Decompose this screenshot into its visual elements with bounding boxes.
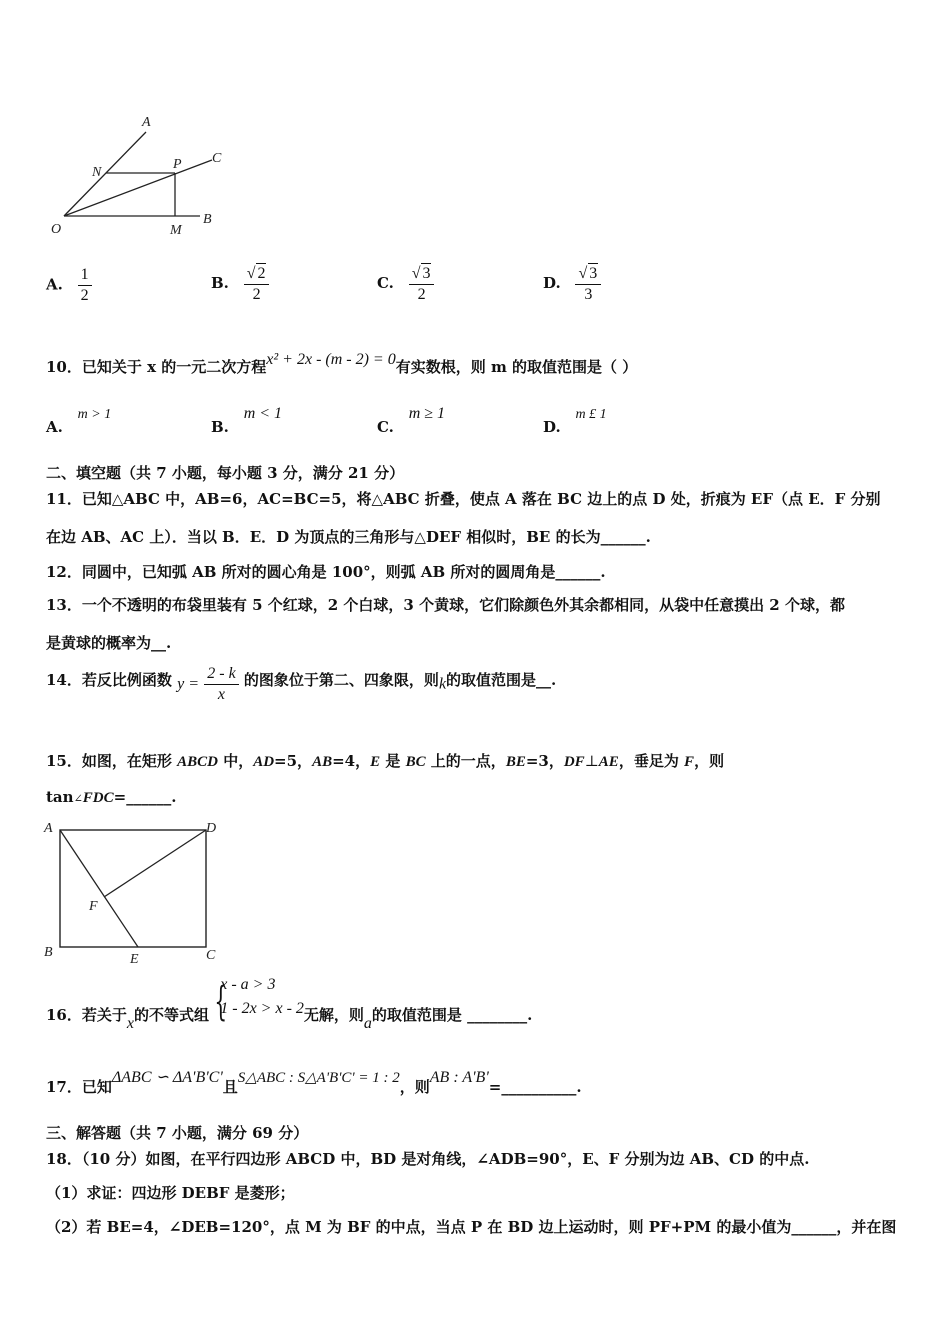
q10-stem: 10．已知关于 x 的一元二次方程x² + 2x - (m - 2) = 0有实数根，则 m 的取值范围是（ ） bbox=[46, 351, 638, 376]
label-c: C bbox=[206, 948, 216, 963]
label-b: B bbox=[44, 945, 53, 960]
option-letter: B. bbox=[211, 274, 229, 292]
label-a: A bbox=[44, 821, 53, 836]
q9-option-c[interactable] bbox=[377, 263, 434, 305]
label-m: M bbox=[170, 223, 182, 238]
section-3-heading: 三、解答题（共 7 小题，满分 69 分） bbox=[46, 1124, 309, 1142]
q16: 16．若关于x的不等式组 { x - a > 3 1 - 2x > x - 2 无解，则a的取值范围是 ________. bbox=[46, 976, 533, 1032]
fraction: $\frac{√ 3}{3}$ bbox=[575, 263, 601, 305]
q10-option-a[interactable]: A. m > 1 bbox=[46, 407, 112, 436]
q15-line2: tan∠FDC=______. bbox=[46, 788, 177, 806]
ray-oc bbox=[64, 160, 212, 216]
label-e: E bbox=[130, 952, 139, 967]
q17: 17．已知ΔABC ∽ ΔA'B'C'且S△ABC : S△A'B'C' = 1 : 2，则AB : A'B'=__________. bbox=[46, 1069, 582, 1096]
label-a: A bbox=[142, 115, 151, 130]
q18-part1: （1）求证：四边形 DEBF 是菱形； bbox=[46, 1184, 295, 1202]
q10-equation: x² + 2x - (m - 2) = 0 bbox=[266, 351, 396, 368]
label-p: P bbox=[173, 157, 182, 172]
q13-line2: 是黄球的概率为__. bbox=[46, 634, 172, 652]
fraction: $\frac{√ 2}{2}$ bbox=[244, 263, 270, 305]
figure-q15-rectangle-diagram bbox=[40, 815, 230, 970]
label-b: B bbox=[203, 212, 212, 227]
option-letter: D. bbox=[543, 274, 561, 292]
option-letter: C. bbox=[377, 274, 394, 292]
q12: 12．同圆中，已知弧 AB 所对的圆心角是 100°，则弧 AB 所对的圆周角是______. bbox=[46, 563, 606, 581]
label-f: F bbox=[89, 899, 98, 914]
section-2-heading: 二、填空题（共 7 小题，每小题 3 分，满分 21 分） bbox=[46, 464, 405, 482]
q9-option-b[interactable] bbox=[211, 263, 269, 305]
q16-inequality-system: { x - a > 3 1 - 2x > x - 2 bbox=[214, 976, 304, 1025]
q18-line1: 18．（10 分）如图，在平行四边形 ABCD 中，BD 是对角线，∠ADB=90°，E、F 分别为边 AB、CD 的中点. bbox=[46, 1150, 810, 1168]
option-letter: A. bbox=[46, 275, 63, 294]
ray-oa bbox=[64, 132, 146, 216]
label-d: D bbox=[206, 821, 217, 836]
q15-line1: 15．如图，在矩形 ABCD 中，AD=5，AB=4，E 是 BC 上的一点，BE=3，DF⊥AE，垂足为 F，则 bbox=[46, 752, 725, 770]
fraction: $\frac{1}{2}$ bbox=[78, 265, 92, 306]
label-o: O bbox=[51, 222, 62, 237]
label-n: N bbox=[92, 165, 102, 180]
q9-option-a[interactable] bbox=[46, 265, 92, 306]
figure-q9-angle-diagram bbox=[40, 110, 240, 240]
q11-line2: 在边 AB、AC 上）．当以 B．E．D 为顶点的三角形与△DEF 相似时，BE 的长为______. bbox=[46, 528, 651, 546]
q10-option-c[interactable]: C. m ≥ 1 bbox=[377, 405, 446, 436]
segment-df bbox=[104, 830, 206, 897]
label-c: C bbox=[212, 151, 222, 166]
q10-option-b[interactable]: B. m < 1 bbox=[211, 405, 283, 436]
segment-ae bbox=[60, 830, 138, 947]
fraction: $\frac{√ 3}{2}$ bbox=[409, 263, 435, 305]
rectangle-abcd bbox=[60, 830, 206, 947]
q14: 14．若反比例函数 y = $\frac{2 - k}{x}$ 的图象位于第二、四象限，则k的取值范围是__. bbox=[46, 665, 557, 703]
q13-line1: 13．一个不透明的布袋里装有 5 个红球，2 个白球，3 个黄球，它们除颜色外其余都相同，从袋中任意摸出 2 个球，都 bbox=[46, 596, 845, 614]
q18-part2: （2）若 BE=4，∠DEB=120°，点 M 为 BF 的中点，当点 P 在 BD 边上运动时，则 PF+PM 的最小值为______，并在图 bbox=[46, 1218, 897, 1236]
q14-fraction: $\frac{2 - k}{x}$ bbox=[204, 664, 238, 705]
q11-line1: 11．已知△ABC 中，AB=6，AC=BC=5，将△ABC 折叠，使点 A 落在 BC 边上的点 D 处，折痕为 EF（点 E．F 分别 bbox=[46, 490, 881, 508]
q9-option-d[interactable] bbox=[543, 263, 601, 305]
q10-option-d[interactable]: D. m £ 1 bbox=[543, 407, 607, 436]
